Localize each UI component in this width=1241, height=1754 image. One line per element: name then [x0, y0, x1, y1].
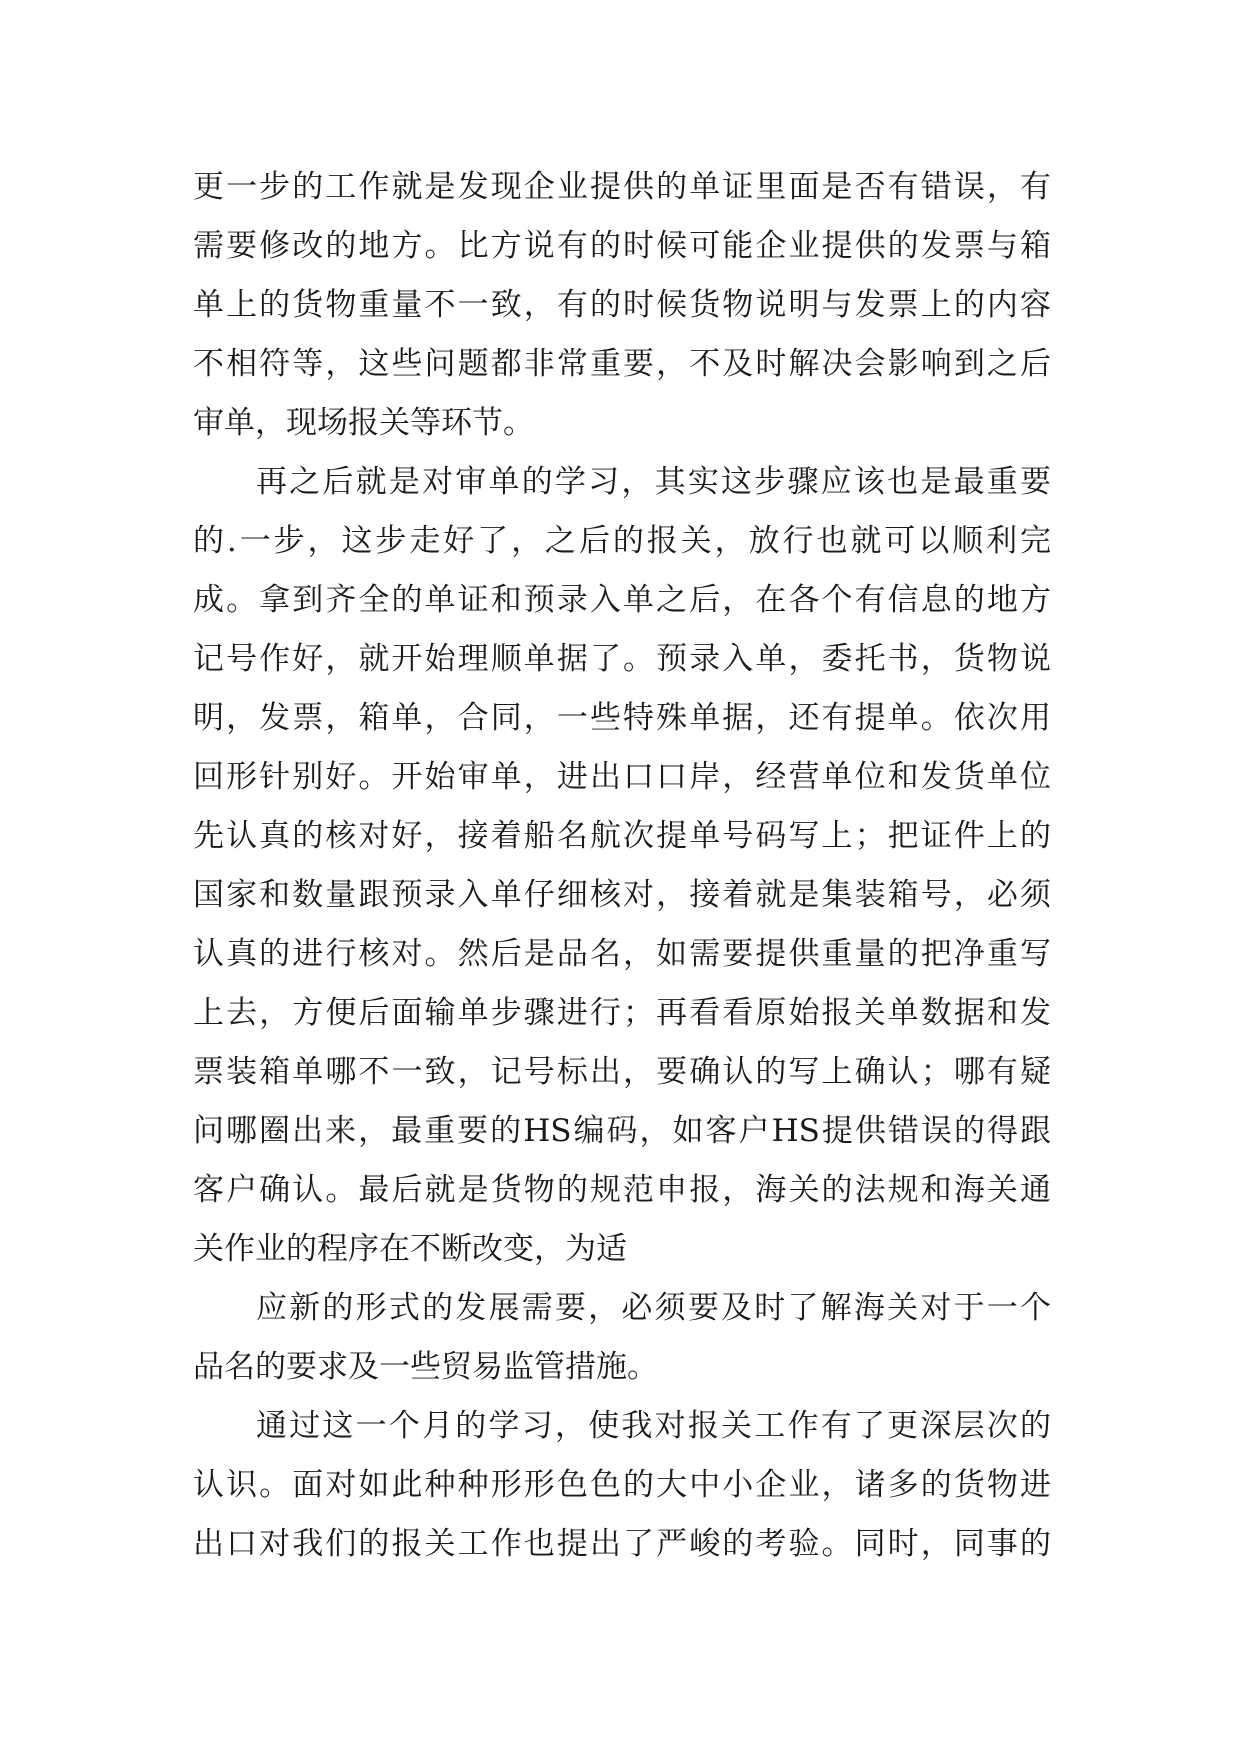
text-line: 国家和数量跟预录入单仔细核对，接着就是集装箱号，必须	[193, 877, 1051, 913]
text-line: 品名的要求及一些贸易监管措施。	[193, 1349, 658, 1385]
text-line: 审单，现场报关等环节。	[193, 405, 534, 441]
paragraph-first-line: 通过这一个月的学习，使我对报关工作有了更深层次的	[256, 1408, 1051, 1444]
text-line: 更一步的工作就是发现企业提供的单证里面是否有错误，有	[193, 169, 1051, 205]
text-line: 不相符等，这些问题都非常重要，不及时解决会影响到之后	[193, 346, 1051, 382]
text-line: 成。拿到齐全的单证和预录入单之后，在各个有信息的地方	[193, 582, 1051, 618]
text-line: 上去，方便后面输单步骤进行；再看看原始报关单数据和发	[193, 995, 1051, 1031]
text-line: 客户确认。最后就是货物的规范申报，海关的法规和海关通	[193, 1172, 1051, 1208]
text-line: 认真的进行核对。然后是品名，如需要提供重量的把净重写	[193, 936, 1051, 972]
paragraph-first-line: 再之后就是对审单的学习，其实这步骤应该也是最重要	[256, 464, 1051, 500]
text-line: 出口对我们的报关工作也提出了严峻的考验。同时，同事的	[193, 1526, 1051, 1562]
text-line: 的.一步，这步走好了，之后的报关，放行也就可以顺利完	[193, 523, 1051, 559]
paragraph-first-line: 应新的形式的发展需要，必须要及时了解海关对于一个	[256, 1290, 1051, 1326]
text-line: 记号作好，就开始理顺单据了。预录入单，委托书，货物说	[193, 641, 1051, 677]
text-line: 明，发票，箱单，合同，一些特殊单据，还有提单。依次用	[193, 700, 1051, 736]
text-line: 单上的货物重量不一致，有的时候货物说明与发票上的内容	[193, 287, 1051, 323]
text-line: 回形针别好。开始审单，进出口口岸，经营单位和发货单位	[193, 759, 1051, 795]
text-line: 问哪圈出来，最重要的HS编码，如客户HS提供错误的得跟	[193, 1113, 1051, 1149]
document-body	[193, 158, 1051, 1574]
text-line: 先认真的核对好，接着船名航次提单号码写上；把证件上的	[193, 818, 1051, 854]
text-line: 关作业的程序在不断改变，为适	[193, 1231, 627, 1267]
text-line: 认识。面对如此种种形形色色的大中小企业，诸多的货物进	[193, 1467, 1051, 1503]
text-line: 票装箱单哪不一致，记号标出，要确认的写上确认；哪有疑	[193, 1054, 1051, 1090]
text-line: 需要修改的地方。比方说有的时候可能企业提供的发票与箱	[193, 228, 1051, 264]
